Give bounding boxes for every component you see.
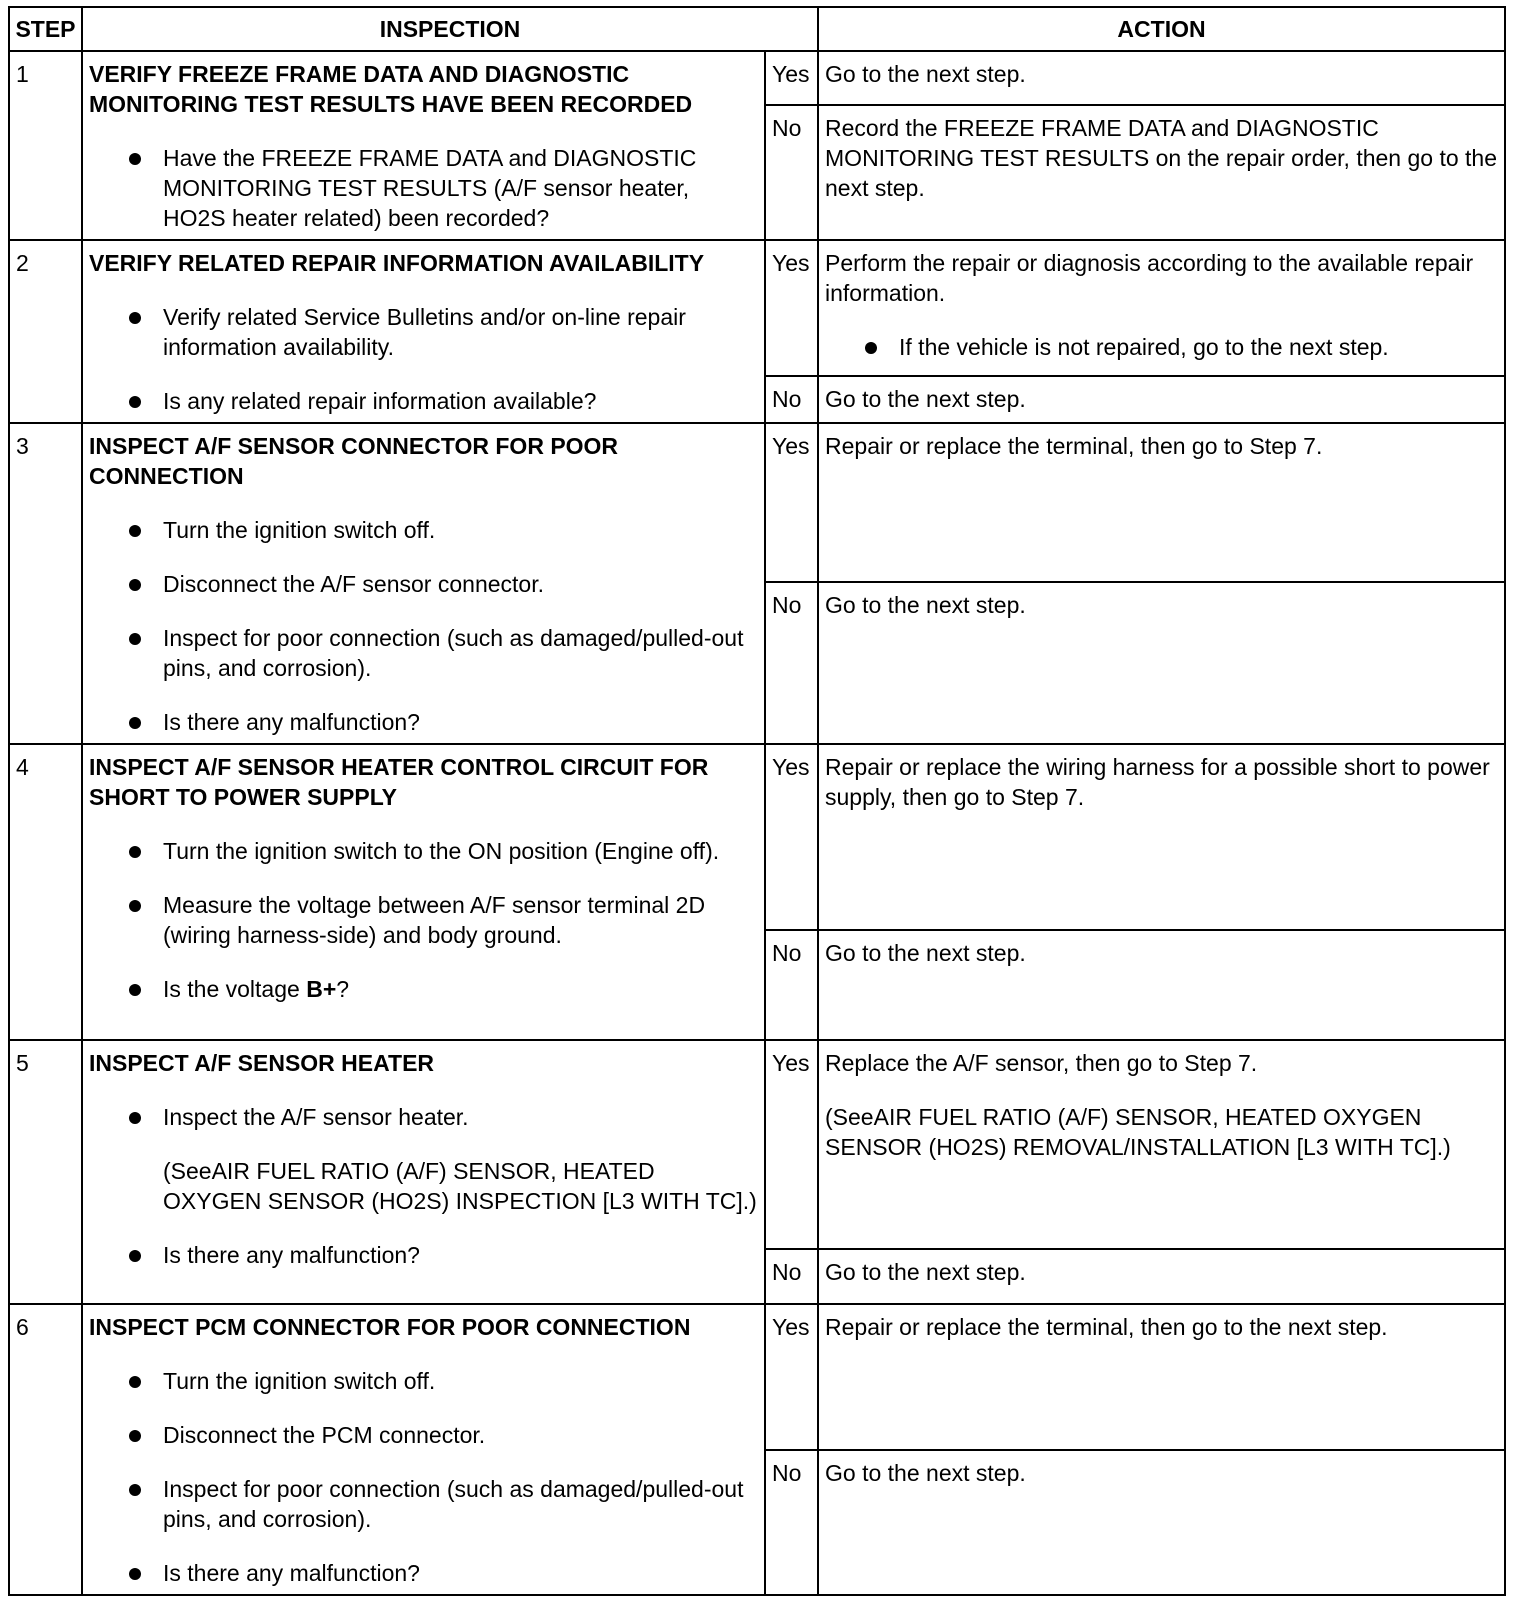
list-item: Inspect the A/F sensor heater. (89, 1102, 758, 1132)
step-number: 2 (9, 240, 82, 423)
yes-action: Repair or replace the wiring harness for a possible short to power supply, then go to Step 7. (818, 744, 1505, 930)
yes-label: Yes (765, 1304, 818, 1450)
inspection-cell (82, 423, 765, 744)
yes-label: Yes (765, 744, 818, 930)
step-title: INSPECT PCM CONNECTOR FOR POOR CONNECTION (89, 1314, 691, 1340)
yes-label: Yes (765, 240, 818, 376)
step-number: 4 (9, 744, 82, 1040)
header-action: ACTION (818, 7, 1505, 51)
bullet-text-end: ? (336, 976, 350, 1002)
step-title: VERIFY FREEZE FRAME DATA AND DIAGNOSTIC MONITORING TEST RESULTS HAVE BEEN RECORDED (89, 61, 693, 117)
bullet-text: Is the voltage (163, 976, 307, 1002)
list-item: Disconnect the PCM connector. (89, 1420, 758, 1450)
reference-note: (SeeAIR FUEL RATIO (A/F) SENSOR, HEATED OXYGEN SENSOR (HO2S) INSPECTION [L3 WITH TC].) (163, 1158, 757, 1214)
bullet-list (89, 515, 758, 737)
inspection-cell (82, 51, 765, 240)
no-label: No (765, 582, 818, 744)
step-number: 1 (9, 51, 82, 240)
bullet-list (89, 143, 758, 233)
list-item: Turn the ignition switch off. (89, 515, 758, 545)
table-row (9, 51, 1505, 105)
yes-action: Go to the next step. (818, 51, 1505, 105)
header-step: STEP (9, 7, 82, 51)
step-number: 6 (9, 1304, 82, 1595)
reference-note: (SeeAIR FUEL RATIO (A/F) SENSOR, HEATED OXYGEN SENSOR (HO2S) REMOVAL/INSTALLATION [L3 WITH TC].) (825, 1104, 1451, 1160)
list-item: Have the FREEZE FRAME DATA and DIAGNOSTIC MONITORING TEST RESULTS (A/F sensor heater, HO2S heater related) been recorded? (89, 143, 758, 233)
list-item: Verify related Service Bulletins and/or on-line repair information availability. (89, 302, 758, 362)
table-row (9, 1304, 1505, 1450)
yes-label: Yes (765, 1040, 818, 1249)
inspection-cell (82, 240, 765, 423)
bullet-list (89, 1366, 758, 1588)
header-row (9, 7, 1505, 51)
list-item: Is there any malfunction? (89, 1558, 758, 1588)
list-item: Inspect for poor connection (such as damaged/pulled-out pins, and corrosion). (89, 623, 758, 683)
step-title: INSPECT A/F SENSOR HEATER (89, 1050, 435, 1076)
yes-action: Repair or replace the terminal, then go to Step 7. (818, 423, 1505, 582)
step-title: INSPECT A/F SENSOR CONNECTOR FOR POOR CONNECTION (89, 433, 619, 489)
list-item: Is there any malfunction? (89, 1240, 758, 1270)
no-label: No (765, 1249, 818, 1304)
action-bullet: If the vehicle is not repaired, go to the next step. (825, 332, 1498, 362)
bullet-list (89, 302, 758, 416)
step-number: 5 (9, 1040, 82, 1304)
no-action: Record the FREEZE FRAME DATA and DIAGNOSTIC MONITORING TEST RESULTS on the repair order, then go to the next step. (818, 105, 1505, 240)
no-action: Go to the next step. (818, 376, 1505, 423)
no-action: Go to the next step. (818, 582, 1505, 744)
table-row (9, 744, 1505, 930)
yes-action: Repair or replace the terminal, then go to the next step. (818, 1304, 1505, 1450)
bullet-list (89, 1240, 758, 1270)
no-label: No (765, 105, 818, 240)
list-item: Is there any malfunction? (89, 707, 758, 737)
bullet-list (89, 836, 758, 1004)
table-row (9, 423, 1505, 582)
list-item: Measure the voltage between A/F sensor terminal 2D (wiring harness-side) and body ground. (89, 890, 758, 950)
yes-label: Yes (765, 51, 818, 105)
step-number: 3 (9, 423, 82, 744)
table-row (9, 240, 1505, 376)
no-label: No (765, 930, 818, 1040)
list-item (89, 974, 758, 1004)
no-action: Go to the next step. (818, 1450, 1505, 1596)
inspection-cell (82, 1304, 765, 1595)
step-title: INSPECT A/F SENSOR HEATER CONTROL CIRCUIT FOR SHORT TO POWER SUPPLY (89, 754, 709, 810)
no-action: Go to the next step. (818, 930, 1505, 1040)
no-action: Go to the next step. (818, 1249, 1505, 1304)
list-item: Turn the ignition switch to the ON position (Engine off). (89, 836, 758, 866)
no-label: No (765, 1450, 818, 1596)
yes-label: Yes (765, 423, 818, 582)
yes-action-cell (818, 1040, 1505, 1249)
list-item: Is any related repair information available? (89, 386, 758, 416)
list-item: Inspect for poor connection (such as damaged/pulled-out pins, and corrosion). (89, 1474, 758, 1534)
voltage-value: B+ (306, 976, 337, 1002)
step-title: VERIFY RELATED REPAIR INFORMATION AVAILABILITY (89, 250, 705, 276)
no-label: No (765, 376, 818, 423)
yes-action: Perform the repair or diagnosis according to the available repair information. (825, 250, 1474, 306)
yes-action-cell (818, 240, 1505, 376)
inspection-cell (82, 1040, 765, 1304)
table-row (9, 1040, 1505, 1249)
diagnostic-table (8, 6, 1506, 1596)
bullet-list (89, 1102, 758, 1132)
yes-action: Replace the A/F sensor, then go to Step 7. (825, 1050, 1258, 1076)
list-item: Disconnect the A/F sensor connector. (89, 569, 758, 599)
list-item: Turn the ignition switch off. (89, 1366, 758, 1396)
header-inspection: INSPECTION (82, 7, 818, 51)
inspection-cell (82, 744, 765, 1040)
